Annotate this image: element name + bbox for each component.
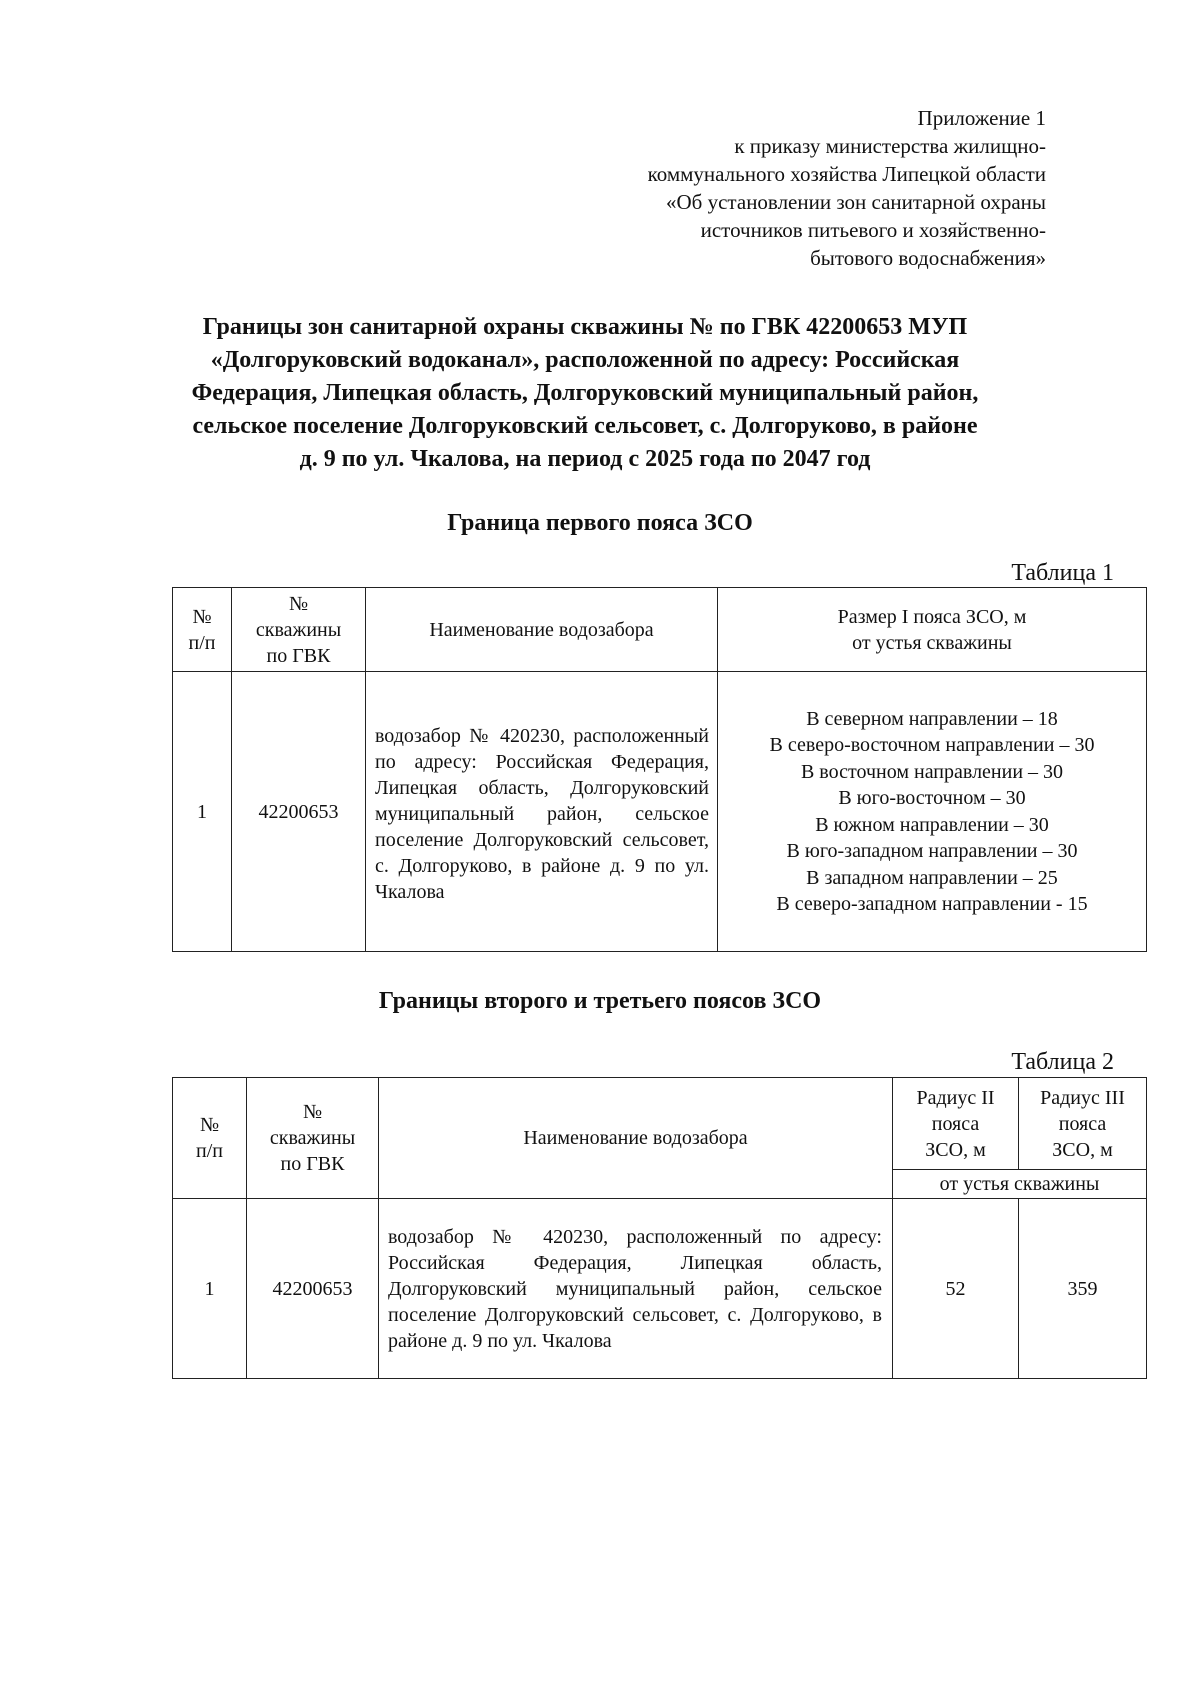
cell-num: 1	[173, 672, 232, 952]
table-row	[173, 1199, 1147, 1379]
direction-item: В юго-западном направлении – 30	[786, 840, 1078, 862]
header-well: № скважины по ГВК	[247, 1078, 379, 1199]
header-num: № п/п	[173, 588, 232, 672]
cell-radius2: 52	[893, 1199, 1019, 1379]
appendix-line: источников питьевого и хозяйственно-	[700, 218, 1046, 242]
appendix-line: Приложение 1	[917, 106, 1046, 130]
header-name: Наименование водозабора	[379, 1078, 893, 1199]
appendix-line: «Об установлении зон санитарной охраны	[666, 190, 1046, 214]
direction-item: В восточном направлении – 30	[800, 760, 1064, 783]
appendix-line: к приказу министерства жилищно-	[734, 134, 1046, 158]
header-num: № п/п	[173, 1078, 247, 1199]
table1-caption: Таблица 1	[1011, 560, 1114, 586]
title-line: д. 9 по ул. Чкалова, на период с 2025 года по 2047 год	[299, 446, 871, 472]
direction-item: В северном направлении – 18	[806, 707, 1058, 730]
table2	[172, 1077, 1147, 1379]
table-row	[173, 672, 1147, 952]
header-radius3: Радиус III пояса ЗСО, м	[1019, 1078, 1147, 1170]
direction-item: В западном направлении – 25	[806, 866, 1058, 889]
section1-title: Граница первого пояса ЗСО	[447, 510, 753, 536]
cell-description: водозабор № 420230, расположенный по адресу: Российская Федерация, Липецкая область, Долгоруковский муниципальный район, сельское поселение Долгоруковский сельсовет, с. Долгоруково, в районе д. 9 по ул. Чкалова	[379, 1199, 893, 1379]
table1-header-row	[173, 588, 1147, 672]
title-line: Границы зон санитарной охраны скважины № по ГВК 42200653 МУП	[202, 314, 968, 340]
cell-num: 1	[173, 1199, 247, 1379]
header-size: Размер I пояса ЗСО, м от устья скважины	[718, 588, 1147, 672]
cell-description: водозабор № 420230, расположенный по адресу: Российская Федерация, Липецкая область, Долгоруковский муниципальный район, сельское поселение Долгоруковский сельсовет, с. Долгоруково, в районе д. 9 по ул. Чкалова	[366, 672, 718, 952]
title-line: «Долгоруковский водоканал», расположенной по адресу: Российская	[210, 347, 960, 373]
document-title	[150, 311, 1020, 476]
direction-item: В северо-западном направлении - 15	[776, 893, 1088, 915]
cell-well: 42200653	[247, 1199, 379, 1379]
header-name: Наименование водозабора	[366, 588, 718, 672]
table2-caption: Таблица 2	[1011, 1049, 1114, 1075]
table1	[172, 587, 1147, 952]
direction-item: В юго-восточном – 30	[838, 787, 1026, 809]
cell-directions	[718, 672, 1147, 952]
cell-radius3: 359	[1019, 1199, 1147, 1379]
title-line: Федерация, Липецкая область, Долгоруковский муниципальный район,	[191, 380, 979, 406]
header-well: № скважины по ГВК	[232, 588, 366, 672]
appendix-header	[648, 104, 1046, 272]
table2-header-row	[173, 1078, 1147, 1170]
title-line: сельское поселение Долгоруковский сельсовет, с. Долгоруково, в районе	[192, 413, 978, 439]
header-radius2: Радиус II пояса ЗСО, м	[893, 1078, 1019, 1170]
cell-well: 42200653	[232, 672, 366, 952]
header-from-well: от устья скважины	[893, 1170, 1147, 1199]
direction-item: В северо-восточном направлении – 30	[769, 734, 1095, 756]
appendix-line: коммунального хозяйства Липецкой области	[647, 162, 1046, 186]
direction-item: В южном направлении – 30	[815, 813, 1049, 836]
section2-title: Границы второго и третьего поясов ЗСО	[378, 988, 822, 1014]
appendix-line: бытового водоснабжения»	[810, 246, 1046, 270]
